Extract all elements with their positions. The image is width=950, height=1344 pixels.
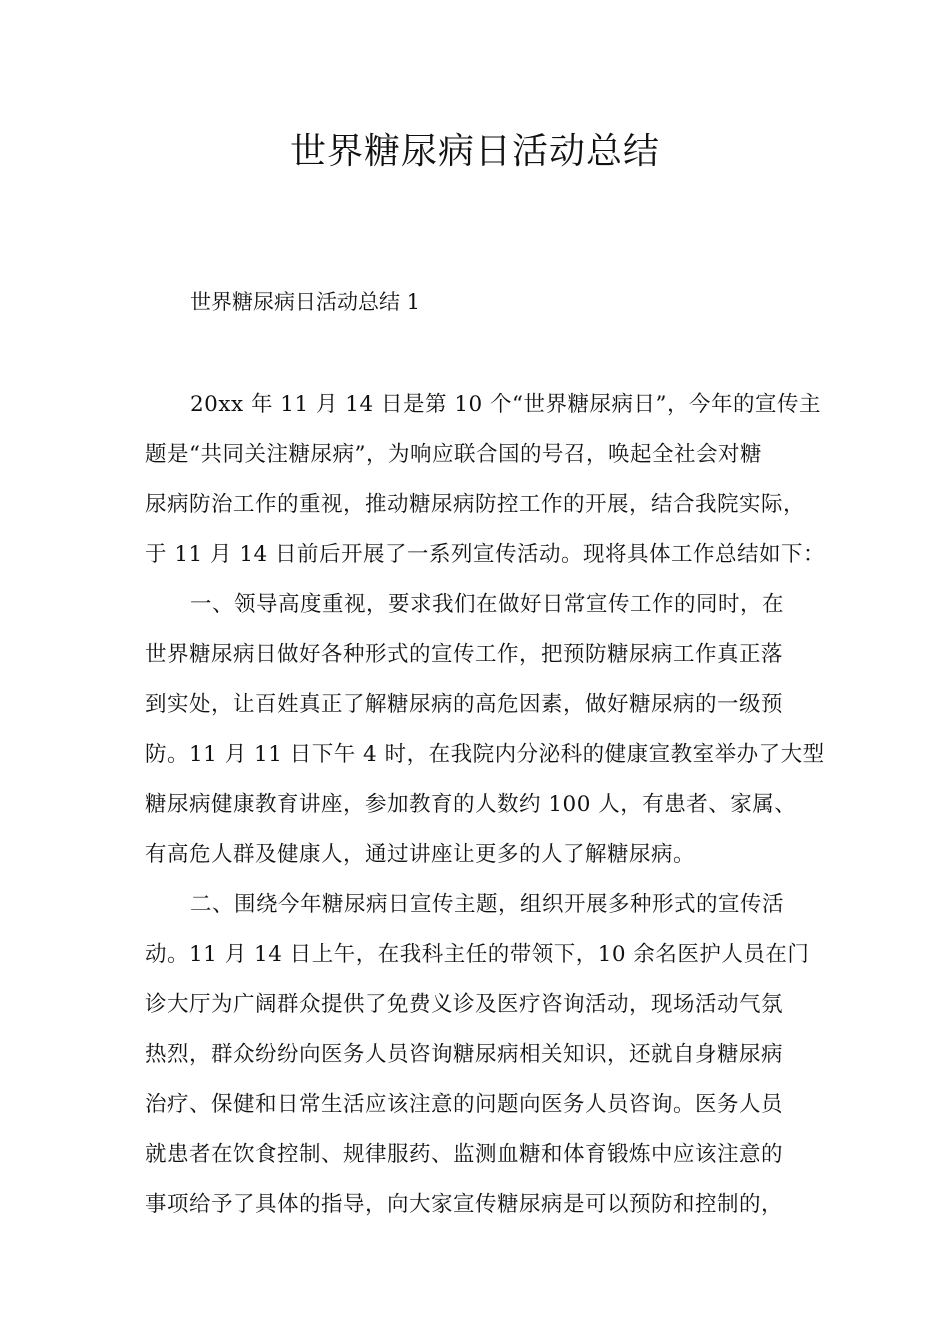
document-title: 世界糖尿病日活动总结: [289, 131, 660, 172]
paragraph-line: 糖尿病健康教育讲座，参加教育的人数约 100 人，有患者、家属、: [145, 792, 797, 817]
paragraph-line: 有高危人群及健康人，通过讲座让更多的人了解糖尿病。: [145, 842, 696, 867]
body-text: [145, 380, 826, 1230]
paragraph-line: 热烈，群众纷纷向医务人员咨询糖尿病相关知识，还就自身糖尿病: [145, 1042, 784, 1067]
paragraph-line: 世界糖尿病日做好各种形式的宣传工作，把预防糖尿病工作真正落: [145, 642, 784, 667]
paragraph-line: 防。11 月 11 日下午 4 时，在我院内分泌科的健康宣教室举办了大型: [145, 742, 825, 767]
paragraph-line: 于 11 月 14 日前后开展了一系列宣传活动。现将具体工作总结如下：: [145, 542, 826, 567]
paragraph-line: 诊大厅为广阔群众提供了免费义诊及医疗咨询活动，现场活动气氛: [145, 992, 784, 1017]
section-heading: 世界糖尿病日活动总结 1: [190, 290, 421, 314]
paragraph-line: 二、围绕今年糖尿病日宣传主题，组织开展多种形式的宣传活: [190, 892, 785, 917]
paragraph-line: 治疗、保健和日常生活应该注意的问题向医务人员咨询。医务人员: [145, 1092, 784, 1117]
paragraph-line: 动。11 月 14 日上午，在我科主任的带领下，10 余名医护人员在门: [145, 942, 810, 967]
paragraph-line: 尿病防治工作的重视，推动糖尿病防控工作的开展，结合我院实际，: [145, 492, 806, 517]
paragraph-line: 一、领导高度重视，要求我们在做好日常宣传工作的同时，在: [190, 592, 785, 617]
paragraph-line: 就患者在饮食控制、规律服药、监测血糖和体育锻炼中应该注意的: [145, 1142, 784, 1167]
paragraph-line: 到实处，让百姓真正了解糖尿病的高危因素，做好糖尿病的一级预: [145, 692, 784, 717]
paragraph-line: 题是“共同关注糖尿病”，为响应联合国的号召，唤起全社会对糖: [145, 442, 762, 467]
paragraph-line: 事项给予了具体的指导，向大家宣传糖尿病是可以预防和控制的，: [145, 1192, 784, 1217]
paragraph-line: 20xx 年 11 月 14 日是第 10 个“世界糖尿病日”，今年的宣传主: [190, 392, 822, 417]
